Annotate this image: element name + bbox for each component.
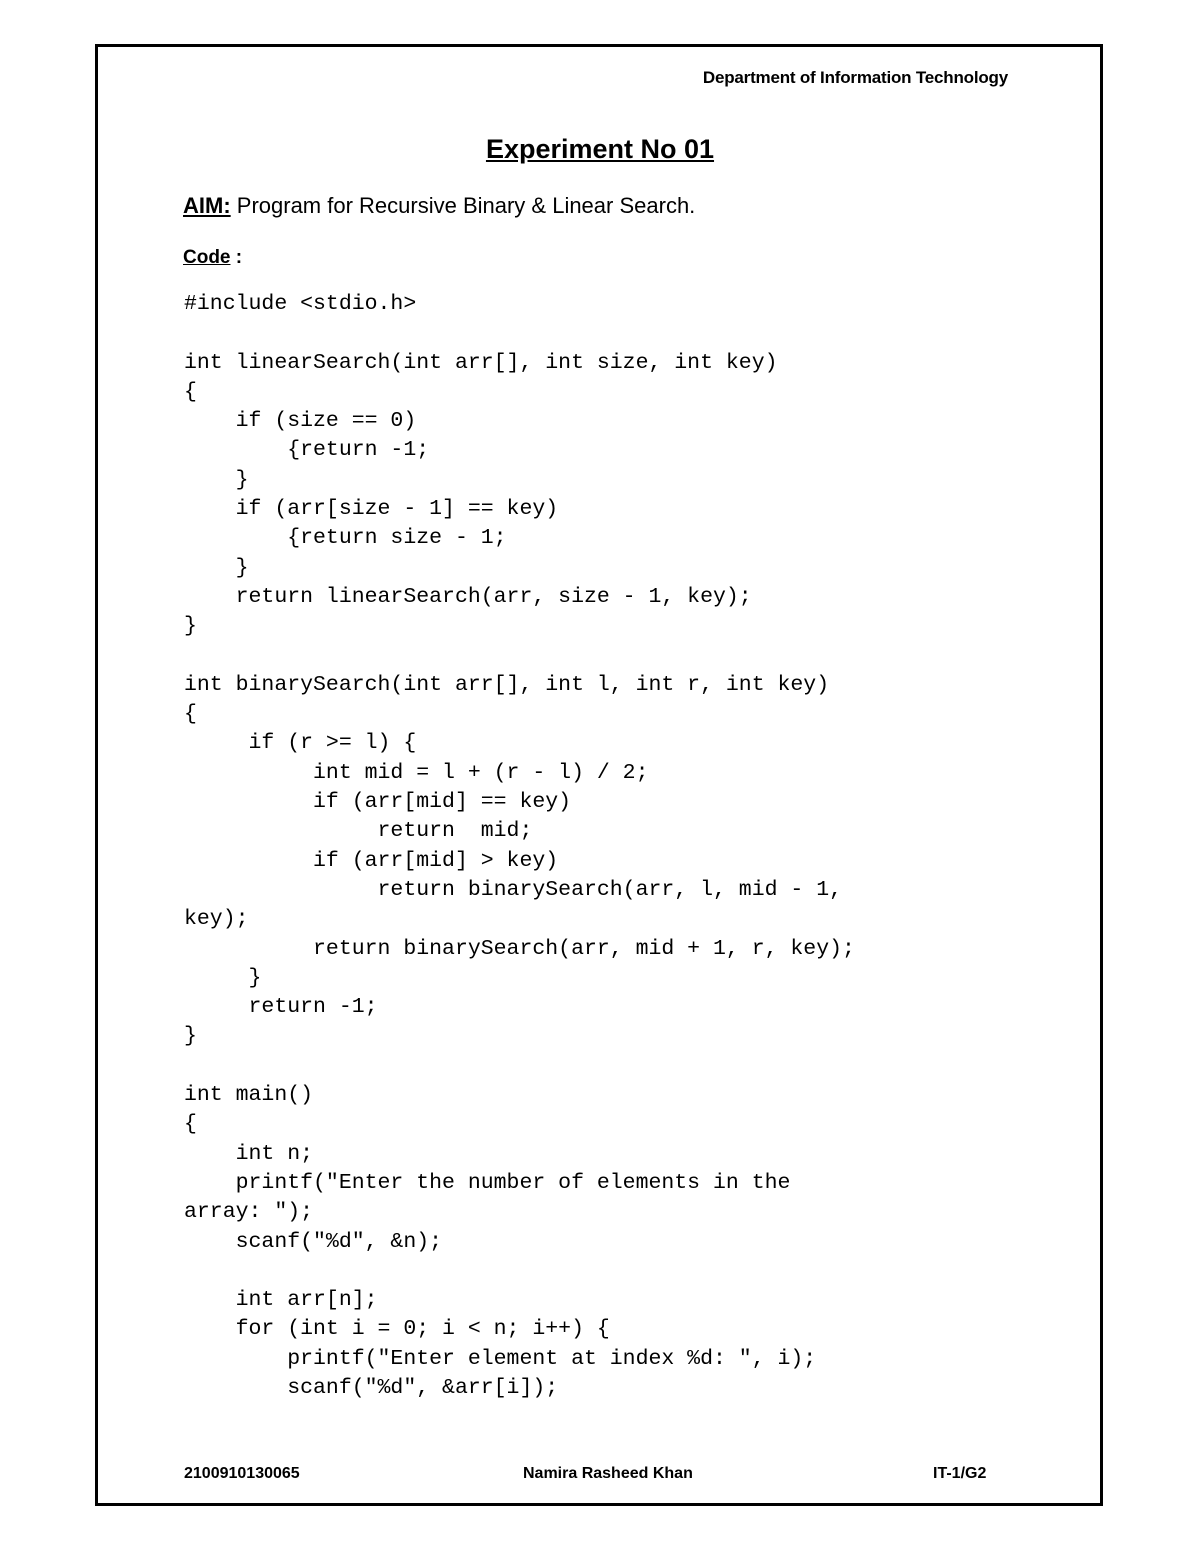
code-line: }: [184, 467, 249, 492]
code-label-suffix: :: [230, 247, 243, 268]
code-line: scanf("%d", &n);: [184, 1229, 443, 1254]
code-line: return linearSearch(arr, size - 1, key);: [184, 584, 752, 609]
code-line: return binarySearch(arr, mid + 1, r, key);: [184, 936, 855, 961]
code-line: [184, 319, 855, 348]
code-line: [184, 642, 855, 671]
code-line: int binarySearch(int arr[], int l, int r, int key): [184, 672, 830, 697]
footer-class: IT-1/G2: [933, 1465, 987, 1482]
aim-label: AIM:: [183, 193, 231, 218]
footer-student-name: Namira Rasheed Khan: [523, 1465, 693, 1482]
code-line: }: [184, 965, 262, 990]
code-line: }: [184, 1024, 197, 1049]
department-header: Department of Information Technology: [702, 68, 1008, 87]
code-line: if (r >= l) {: [184, 731, 417, 756]
code-line: int arr[n];: [184, 1288, 378, 1313]
code-line: if (arr[mid] == key): [184, 790, 572, 815]
code-line: scanf("%d", &arr[i]);: [184, 1375, 559, 1400]
code-line: printf("Enter the number of elements in the: [184, 1170, 791, 1195]
code-line: printf("Enter element at index %d: ", i);: [184, 1346, 817, 1371]
code-line: return mid;: [184, 819, 533, 844]
code-line: {: [184, 702, 197, 727]
code-line: int mid = l + (r - l) / 2;: [184, 760, 649, 785]
code-label: Code: [183, 247, 231, 268]
page-title: Experiment No 01: [485, 134, 715, 164]
code-line: #include <stdio.h>: [184, 292, 417, 316]
aim-line: [183, 193, 695, 219]
code-line: [184, 1257, 855, 1286]
code-line: {return size - 1;: [184, 526, 507, 551]
code-line: int main(): [184, 1083, 314, 1108]
code-line: {: [184, 1112, 197, 1137]
code-line: if (size == 0): [184, 409, 417, 434]
aim-text: Program for Recursive Binary & Linear Search.: [230, 193, 696, 218]
footer-roll-number: 2100910130065: [184, 1465, 300, 1482]
code-line: array: ");: [184, 1200, 314, 1225]
code-line: int n;: [184, 1141, 314, 1166]
code-line: for (int i = 0; i < n; i++) {: [184, 1317, 610, 1342]
code-line: return -1;: [184, 995, 378, 1020]
code-line: key);: [184, 907, 249, 932]
code-line: [184, 1052, 855, 1081]
code-heading: [183, 247, 242, 269]
code-line: {: [184, 379, 197, 404]
code-line: {return -1;: [184, 438, 430, 463]
code-block: [184, 290, 855, 1403]
code-line: if (arr[mid] > key): [184, 848, 559, 873]
code-line: if (arr[size - 1] == key): [184, 497, 559, 522]
code-line: int linearSearch(int arr[], int size, int key): [184, 350, 778, 375]
code-line: }: [184, 614, 197, 639]
code-line: return binarySearch(arr, l, mid - 1,: [184, 877, 843, 902]
code-line: }: [184, 555, 249, 580]
